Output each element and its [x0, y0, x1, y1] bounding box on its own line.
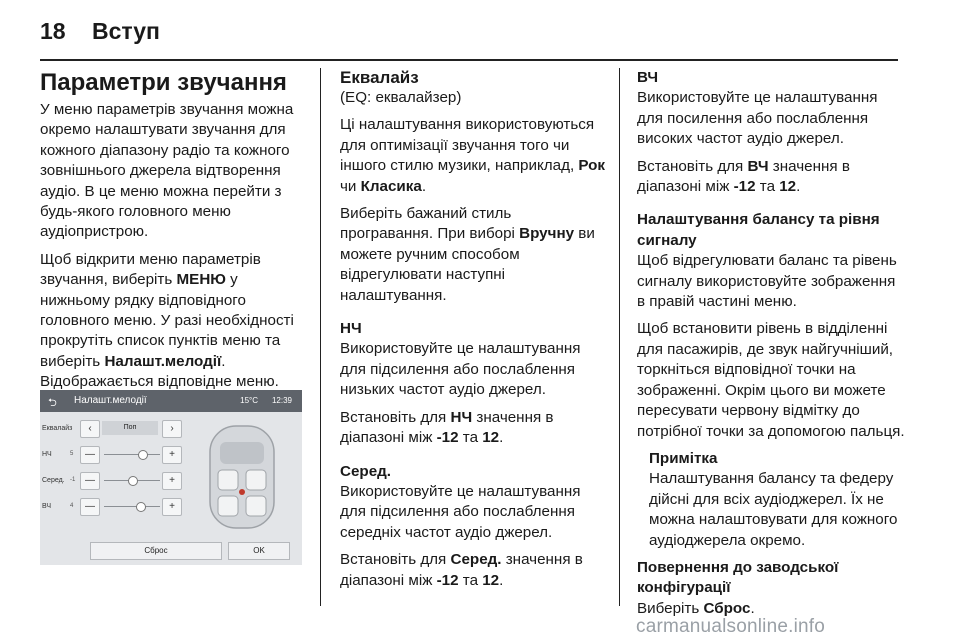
column-3 — [637, 68, 905, 626]
note-title: Примітка — [649, 449, 718, 467]
section-title-bass: НЧ — [340, 320, 362, 338]
section-title-mid: Серед. — [340, 462, 391, 480]
bass-minus-button: — — [80, 446, 100, 464]
paragraph: Щоб відрегулювати баланс та рівень сигналу використовуйте зображення в правій частині меню. — [637, 252, 897, 311]
treble-value: 4 — [70, 503, 74, 509]
paragraph: Використовуйте це налаштування для посилення або послаблення високих частот аудіо джерел. — [637, 89, 878, 148]
bass-slider-track — [104, 454, 160, 455]
mid-slider-knob — [128, 476, 138, 486]
paragraph: Встановіть для ВЧ значення в діапазоні між -12 та 12. — [637, 157, 850, 196]
bass-plus-button: + — [162, 446, 182, 464]
treble-slider-track — [104, 506, 160, 507]
column-divider-1 — [320, 68, 321, 606]
paragraph: Виберіть бажаний стиль програвання. При виборі Вручну ви можете ручним способом відрегулювати наступні налаштування. — [340, 205, 595, 304]
paragraph: У меню параметрів звучання можна окремо налаштувати звучання для кожного діапазону радіо та кожного зовнішнього джерела відтворення аудіо. В це меню можна перейти з будь-якого головного меню аудіопристрою. — [40, 101, 294, 241]
paragraph: Встановіть для НЧ значення в діапазоні між -12 та 12. — [340, 408, 554, 447]
screenshot-titlebar — [40, 390, 302, 412]
column-2 — [340, 68, 608, 598]
screenshot-title: Налашт.мелодії — [74, 395, 147, 406]
paragraph: Встановіть для Серед. значення в діапазоні між -12 та 12. — [340, 551, 583, 589]
treble-minus-button: — — [80, 498, 100, 516]
section-title-balance: Налаштування балансу та рівня сигналу — [637, 211, 880, 249]
treble-plus-button: + — [162, 498, 182, 516]
note-text: Налаштування балансу та федеру дійсні для всіх аудіоджерел. Їх не можна налаштовувати для кожного аудіоджерела окремо. — [649, 470, 898, 549]
screenshot-clock: 12:39 — [271, 396, 292, 405]
paragraph: Використовуйте це налаштування для підсилення або послаблення низьких частот аудіо джерел. — [340, 340, 581, 399]
bass-row — [42, 446, 182, 464]
page-header — [40, 18, 160, 45]
paragraph: Ці налаштування використовуються для оптимізації звучання того чи іншого стилю музики, наприклад, Рок чи Класика. — [340, 116, 606, 195]
eq-row — [42, 420, 182, 438]
screenshot-body — [40, 412, 302, 565]
mid-value: -1 — [70, 477, 76, 483]
mid-minus-button: — — [80, 472, 100, 490]
page-number: 18 — [40, 18, 66, 44]
paragraph: Щоб відкрити меню параметрів звучання, виберіть МЕНЮ у нижньому рядку відповідного головного меню. У разі необхідності прокрутіть список пунктів меню та виберіть Налашт.мелодії. Відображається відповідне меню. — [40, 250, 294, 391]
sound-settings-screenshot — [40, 390, 302, 565]
paragraph: Використовуйте це налаштування для підсилення або послаблення середніх частот аудіо джерел. — [340, 482, 581, 541]
paragraph: Щоб встановити рівень в відділенні для пасажирів, де звук найгучніший, торкніться відповідної точки на зображенні. Окрім цього ви можете пересувати червону відмітку до потрібної точки за допомогою пальця. — [637, 320, 905, 440]
bass-slider-knob — [138, 450, 148, 460]
ok-button: OK — [228, 542, 290, 560]
reset-button: Сброс — [90, 542, 222, 560]
eq-value: Поп — [102, 421, 158, 435]
section-title-equalizer: Еквалайз — [340, 68, 419, 87]
eq-next-button: › — [162, 420, 182, 438]
car-balance-icon — [192, 422, 292, 532]
treble-slider-knob — [136, 502, 146, 512]
column-divider-2 — [619, 68, 620, 606]
header-rule — [40, 59, 898, 61]
bass-value: 5 — [70, 451, 74, 457]
chapter-title: Вступ — [91, 18, 160, 44]
paragraph: Виберіть Сброс. — [637, 599, 755, 617]
treble-row — [42, 498, 182, 516]
watermark-footer: carmanualsonline.info — [636, 616, 826, 637]
mid-row — [42, 472, 182, 490]
paragraph: (EQ: еквалайзер) — [340, 89, 462, 106]
note-box — [649, 449, 905, 551]
eq-label: Еквалайз — [42, 425, 73, 432]
bass-label: НЧ — [42, 451, 52, 458]
screenshot-temperature: 15°C — [240, 396, 258, 405]
mid-label: Серед. — [42, 477, 65, 484]
section-title-factory-reset: Повернення до заводської конфігурації — [637, 558, 839, 597]
eq-prev-button: ‹ — [80, 420, 100, 438]
mid-plus-button: + — [162, 472, 182, 490]
treble-label: ВЧ — [42, 503, 52, 510]
back-icon: ⮌ — [48, 397, 57, 409]
section-title-treble: ВЧ — [637, 69, 659, 86]
section-title-sound-settings: Параметри звучання — [40, 69, 287, 96]
column-1 — [40, 68, 308, 400]
